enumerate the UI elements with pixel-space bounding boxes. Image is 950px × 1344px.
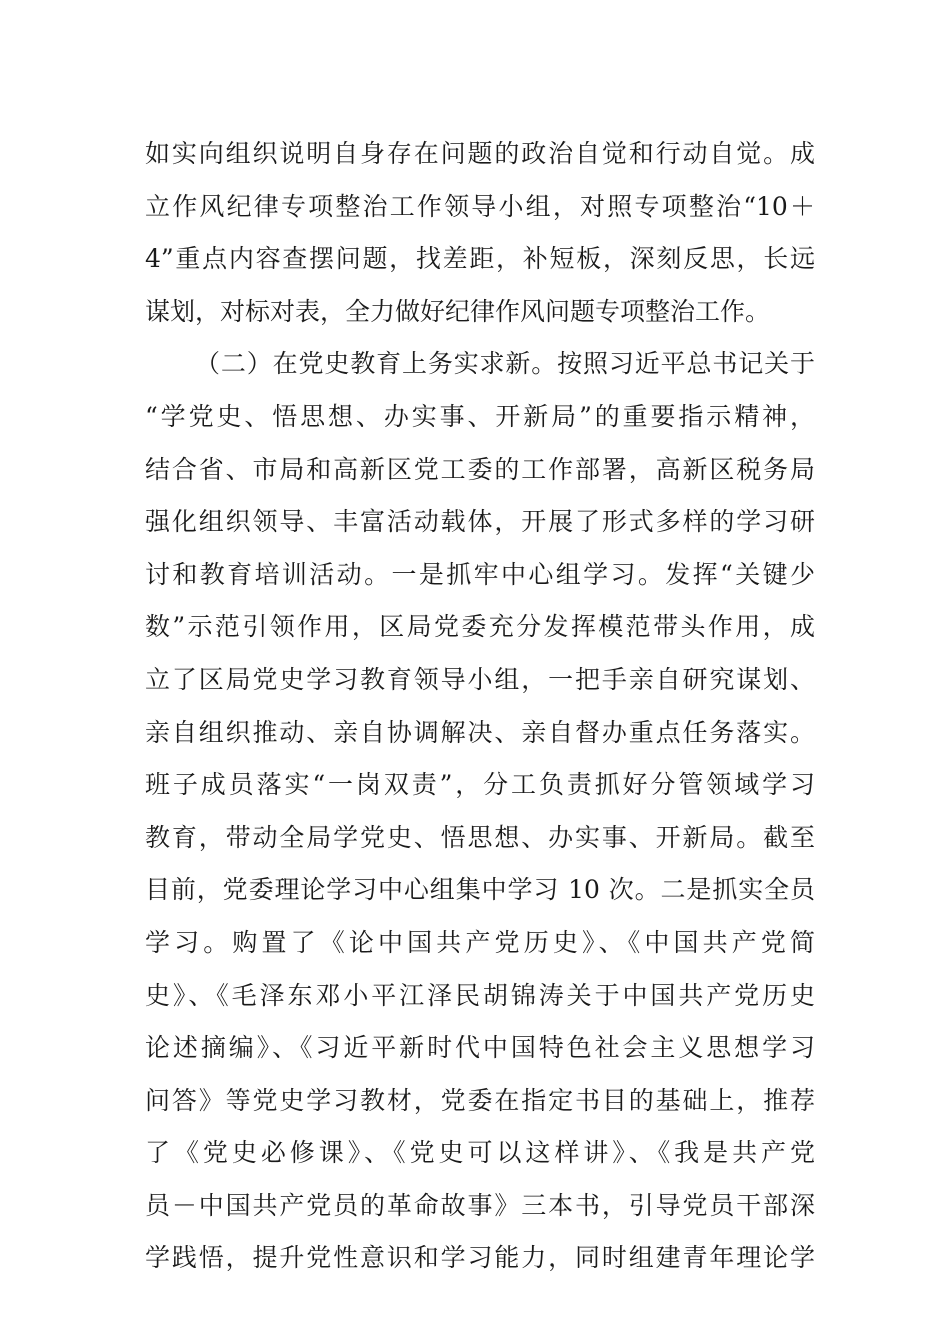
text-line: 立了区局党史学习教育领导小组，一把手亲自研究谋划、 — [145, 664, 815, 694]
text-line: “学党史、悟思想、办实事、开新局”的重要指示精神， — [145, 401, 815, 431]
text-line: 立作风纪律专项整治工作领导小组，对照专项整治“10＋ — [145, 191, 815, 221]
text-line: 了《党史必修课》、《党史可以这样讲》、《我是共产党 — [145, 1138, 815, 1168]
text-line: 数”示范引领作用，区局党委充分发挥模范带头作用，成 — [145, 612, 815, 642]
text-line: 讨和教育培训活动。一是抓牢中心组学习。发挥“关键少 — [145, 559, 815, 589]
text-line: 如实向组织说明自身存在问题的政治自觉和行动自觉。成 — [145, 139, 815, 168]
text-line: 学践悟，提升党性意识和学习能力，同时组建青年理论学 — [145, 1243, 815, 1273]
text-line: 结合省、市局和高新区党工委的工作部署，高新区税务局 — [145, 454, 815, 484]
text-line: 员－中国共产党员的革命故事》三本书，引导党员干部深 — [145, 1190, 815, 1220]
paragraph-heading-line: （二）在党史教育上务实求新。按照习近平总书记关于 — [195, 349, 815, 379]
text-line: 谋划，对标对表，全力做好纪律作风问题专项整治工作。 — [145, 296, 771, 326]
text-line: 史》、《毛泽东邓小平江泽民胡锦涛关于中国共产党历史 — [145, 980, 815, 1010]
body-text — [145, 128, 815, 1285]
text-line: 强化组织领导、丰富活动载体，开展了形式多样的学习研 — [145, 507, 815, 537]
text-line: 学习。购置了《论中国共产党历史》、《中国共产党简 — [145, 927, 815, 957]
text-line: 亲自组织推动、亲自协调解决、亲自督办重点任务落实。 — [145, 717, 815, 747]
text-line: 问答》等党史学习教材，党委在指定书目的基础上，推荐 — [145, 1085, 815, 1115]
text-line: 教育，带动全局学党史、悟思想、办实事、开新局。截至 — [145, 822, 815, 852]
text-line: 班子成员落实“一岗双责”，分工负责抓好分管领域学习 — [145, 770, 815, 800]
text-line: 目前，党委理论学习中心组集中学习 10 次。二是抓实全员 — [145, 875, 815, 905]
text-line: 论述摘编》、《习近平新时代中国特色社会主义思想学习 — [145, 1033, 815, 1063]
text-line: 4”重点内容查摆问题，找差距，补短板，深刻反思，长远 — [145, 244, 815, 274]
